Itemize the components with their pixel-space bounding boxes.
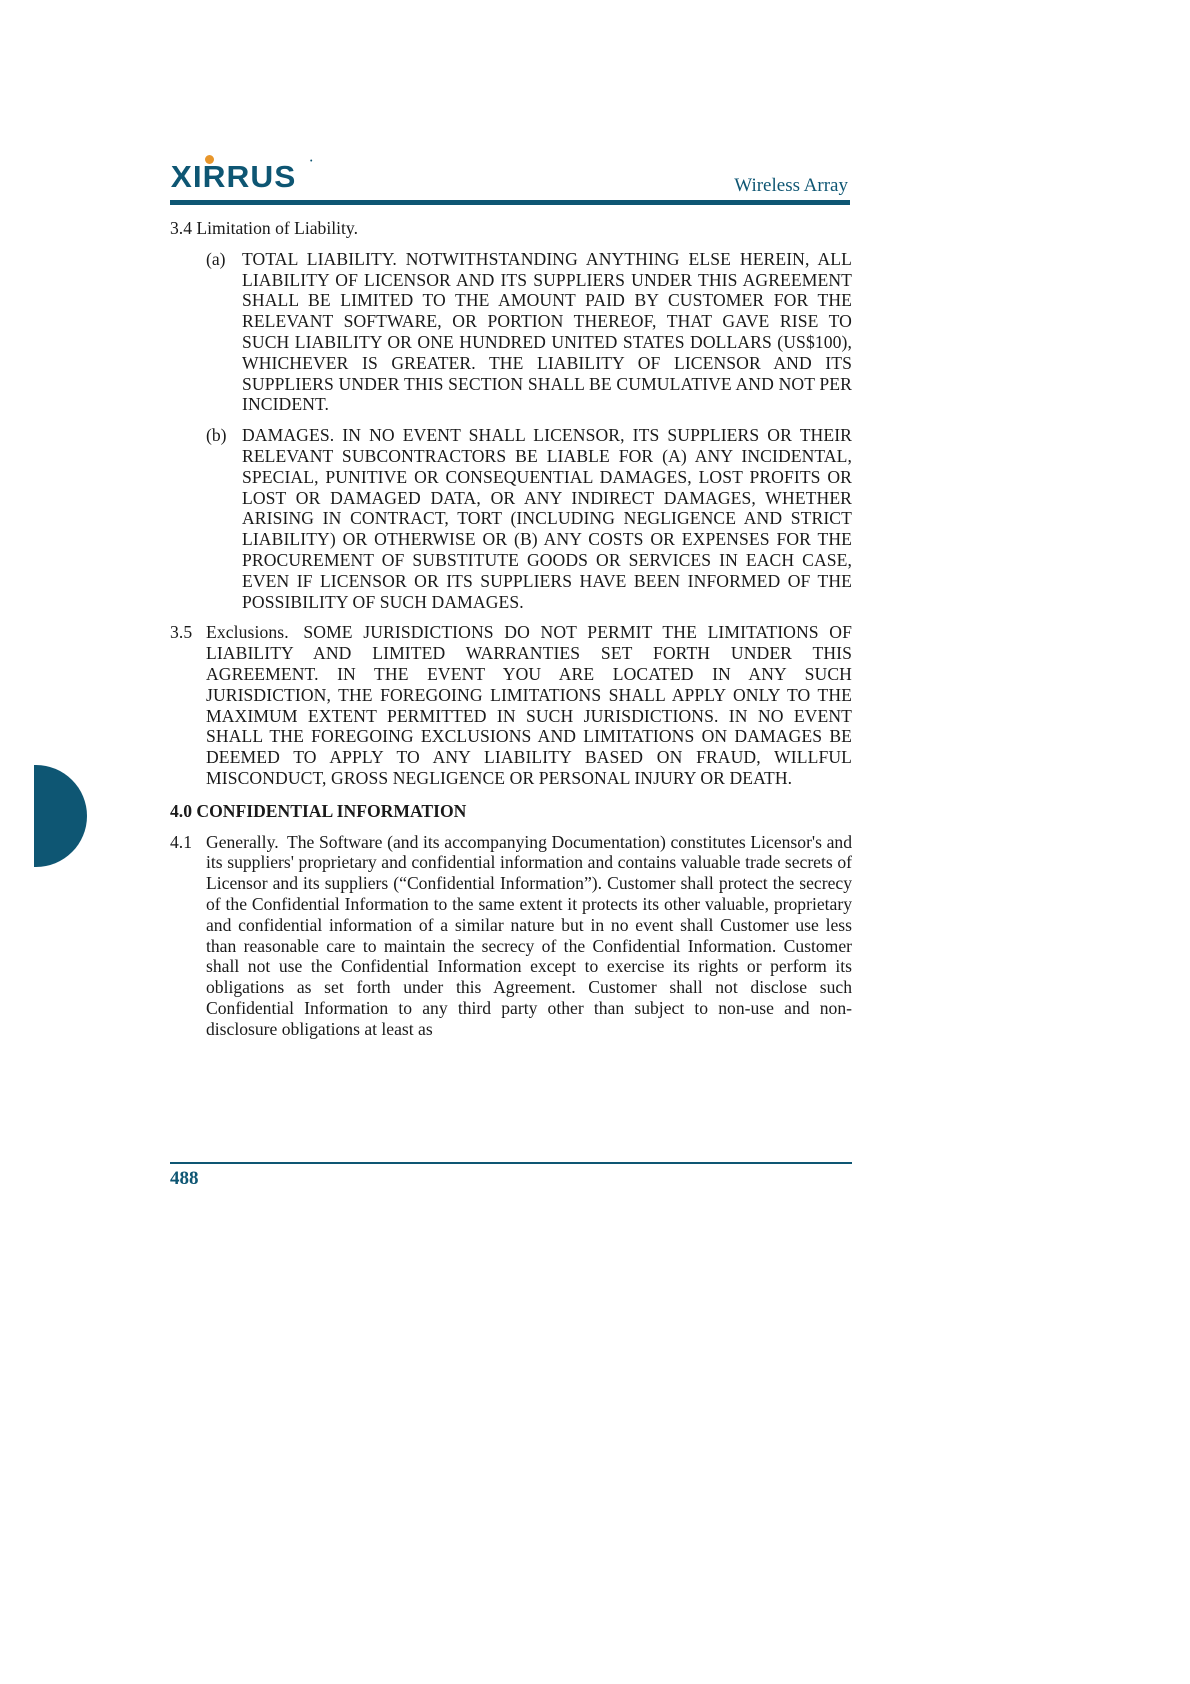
item-text: TOTAL LIABILITY. NOTWITHSTANDING ANYTHING ELSE HEREIN, ALL LIABILITY OF LICENSOR AND ITS SUPPLIERS UNDER THIS AGREEMENT SHALL BE LIMITED TO THE AMOUNT PAID BY CUSTOMER FOR THE RELEVANT SOFTWARE, OR PORTION THEREOF, THAT GAVE RISE TO SUCH LIABILITY OR ONE HUNDRED UNITED STATES DOLLARS (US$100), WHICHEVER IS GREATER. THE LIABILITY OF LICENSOR AND ITS SUPPLIERS UNDER THIS SECTION SHALL BE CUMULATIVE AND NOT PER INCIDENT. (242, 248, 852, 415)
item-text: DAMAGES. IN NO EVENT SHALL LICENSOR, ITS SUPPLIERS OR THEIR RELEVANT SUBCONTRACTORS BE LIABLE FOR (A) ANY INCIDENTAL, SPECIAL, PUNITIVE OR CONSEQUENTIAL DAMAGES, LOST PROFITS OR LOST OR DAMAGED DATA, OR ANY INDIRECT DAMAGES, WHETHER ARISING IN CONTRACT, TORT (INCLUDING NEGLIGENCE AND STRICT LIABILITY) OR OTHERWISE OR (B) ANY COSTS OR EXPENSES FOR THE PROCUREMENT OF SUBSTITUTE GOODS OR SERVICES IN EACH CASE, EVEN IF LICENSOR OR ITS SUPPLIERS HAVE BEEN INFORMED OF THE POSSIBILITY OF SUCH DAMAGES. (242, 425, 852, 612)
section-title: Exclusions. (206, 622, 289, 643)
section-3-5 (170, 622, 852, 788)
footer-rule (170, 1162, 852, 1164)
item-label: (a) (206, 248, 226, 269)
chapter-side-tab (34, 765, 87, 867)
section-text: The Software (and its accompanying Documentation) constitutes Licensor's and its suppliers' proprietary and confidential information and contains valuable trade secrets of Licensor and its suppliers (“Confidential Information”). Customer shall protect the secrecy of the Confidential Information to the same extent it protects its other valuable, proprietary and confidential information of a similar nature but in no event shall Customer use less than reasonable care to maintain the secrecy of the Confidential Information. Customer shall not use the Confidential Information except to exercise its rights or perform its obligations as set forth under this Agreement. Customer shall not disclose such Confidential Information to any third party other than subject to non-use and non-disclosure obligations at least as (206, 831, 852, 1039)
document-body (170, 218, 852, 1051)
trademark-mark: • (310, 158, 313, 165)
section-4-1 (170, 832, 852, 1040)
section-3-4-b (170, 425, 852, 612)
section-text: SOME JURISDICTIONS DO NOT PERMIT THE LIMITATIONS OF LIABILITY AND LIMITED WARRANTIES SET FORTH UNDER THIS AGREEMENT. IN THE EVENT YOU ARE LOCATED IN ANY SUCH JURISDICTION, THE FOREGOING LIMITATIONS SHALL APPLY ONLY TO THE MAXIMUM EXTENT PERMITTED IN SUCH JURISDICTIONS. IN NO EVENT SHALL THE FOREGOING EXCLUSIONS AND LIMITATIONS ON DAMAGES BE DEEMED TO APPLY TO ANY LIABILITY BASED ON FRAUD, WILLFUL MISCONDUCT, GROSS NEGLIGENCE OR PERSONAL INJURY OR DEATH. (206, 622, 852, 788)
section-title: Generally. (206, 831, 279, 852)
page-number: 488 (170, 1168, 199, 1189)
logo-text: XIRRUS (170, 159, 297, 194)
xirrus-logo (172, 152, 320, 198)
header-rule (170, 200, 850, 205)
section-number: 4.1 (170, 831, 192, 852)
section-3-4-heading: 3.4 Limitation of Liability. (170, 218, 358, 238)
section-3-4-a (170, 249, 852, 415)
section-4-0-heading: 4.0 CONFIDENTIAL INFORMATION (170, 800, 467, 821)
item-label: (b) (206, 425, 227, 446)
section-number: 3.5 (170, 622, 193, 643)
header-title: Wireless Array (734, 175, 848, 196)
